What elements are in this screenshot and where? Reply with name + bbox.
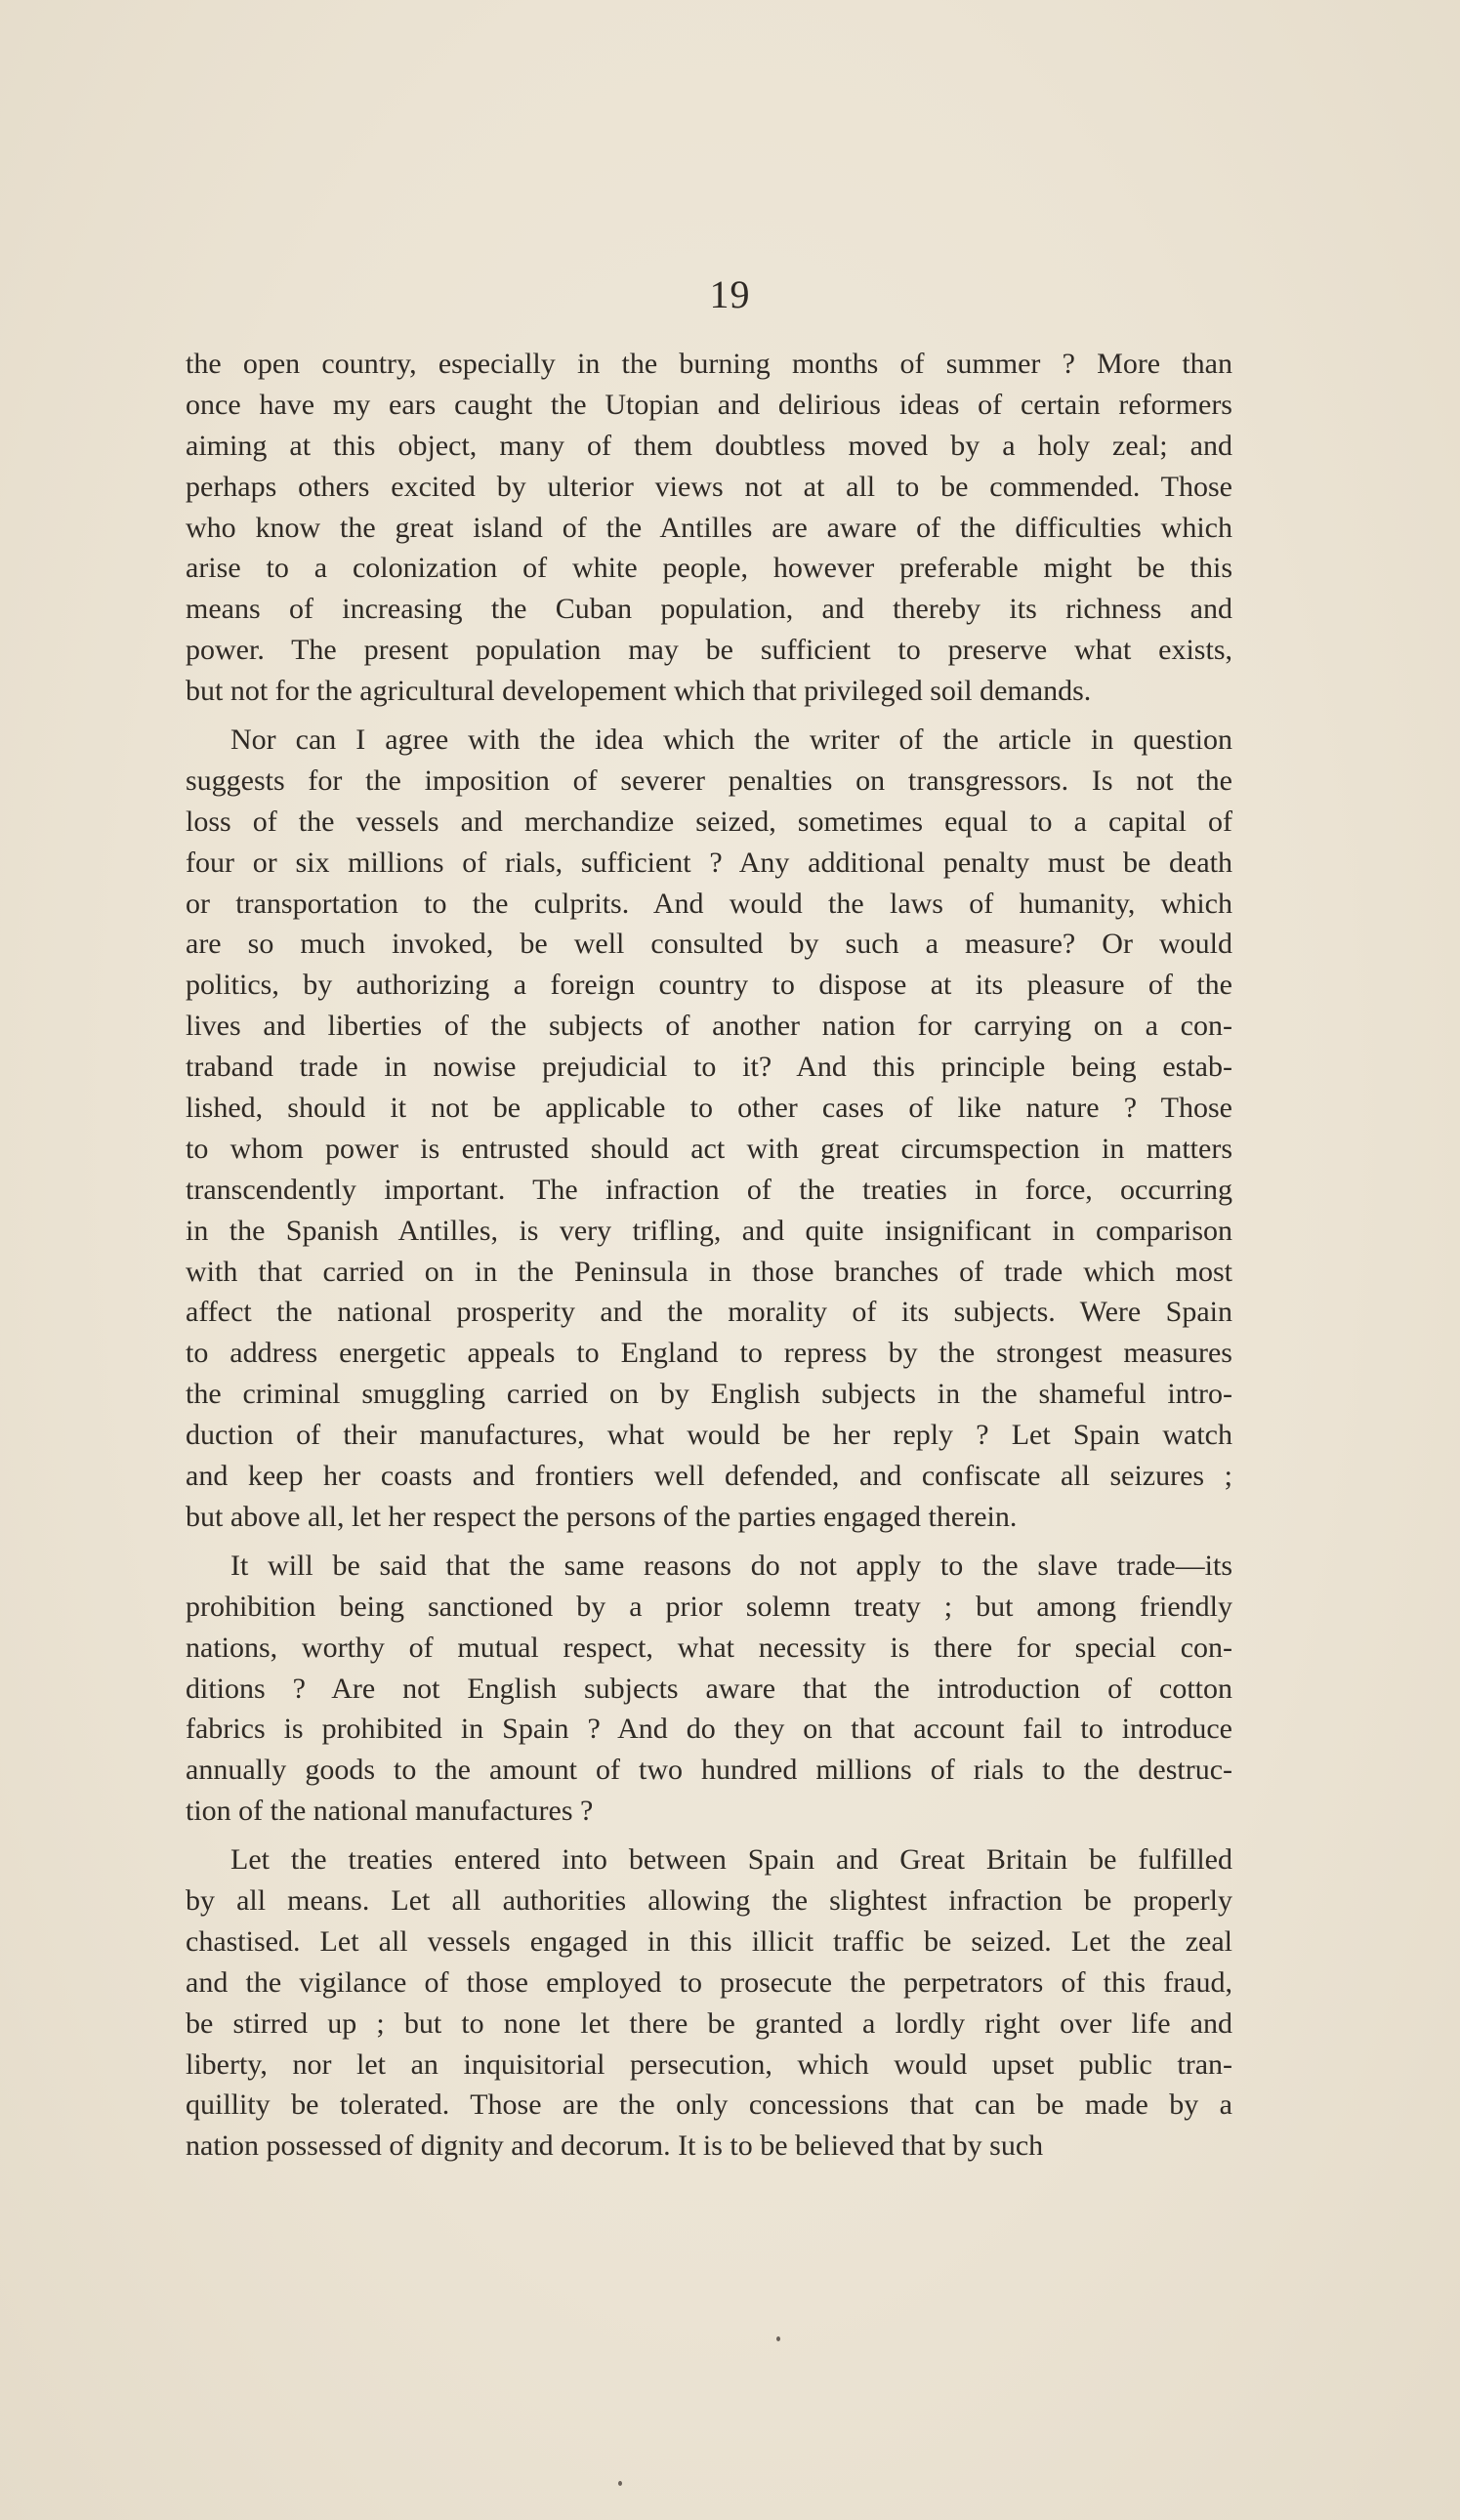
text-line: duction of their manufactures, what would be her reply ? Let Spain watch [186, 1419, 1232, 1452]
text-line: ditions ? Are not English subjects aware that the introduction of cotton [186, 1672, 1232, 1705]
paper-speck [776, 2336, 780, 2341]
text-line: tion of the national manufactures ? [186, 1795, 594, 1828]
text-line: to address energetic appeals to England to repress by the strongest measures [186, 1337, 1232, 1370]
text-line: suggests for the imposition of severer penalties on transgressors. Is not the [186, 764, 1232, 797]
text-line: by all means. Let all authorities allowing the slightest infraction be properly [186, 1883, 1232, 1917]
paragraph [186, 344, 1232, 712]
text-line: once have my ears caught the Utopian and delirious ideas of certain reformers [186, 388, 1232, 421]
text-line: who know the great island of the Antilles are aware of the difficulties which [186, 511, 1232, 544]
text-line: be stirred up ; but to none let there be granted a lordly right over life and [186, 2006, 1232, 2040]
text-line: but above all, let her respect the persons of the parties engaged therein. [186, 1500, 1018, 1533]
text-line: power. The present population may be sufficient to preserve what exists, [186, 634, 1232, 667]
paragraph [186, 1839, 1232, 2167]
text-line: politics, by authorizing a foreign country to dispose at its pleasure of the [186, 969, 1232, 1002]
text-line: and the vigilance of those employed to prosecute the perpetrators of this fraud, [186, 1965, 1232, 1999]
text-line: lives and liberties of the subjects of another nation for carrying on a con- [186, 1010, 1232, 1043]
text-line: affect the national prosperity and the morality of its subjects. Were Spain [186, 1296, 1232, 1329]
text-line: and keep her coasts and frontiers well defended, and confiscate all seizures ; [186, 1460, 1232, 1493]
page-number: 19 [709, 272, 751, 316]
text-line: arise to a colonization of white people, however preferable might be this [186, 552, 1232, 585]
text-line: liberty, nor let an inquisitorial persecution, which would upset public tran- [186, 2047, 1232, 2081]
text-line: to whom power is entrusted should act with great circumspection in matters [186, 1132, 1232, 1165]
text-line: It will be said that the same reasons do not apply to the slave trade—its [230, 1549, 1232, 1582]
text-line: or transportation to the culprits. And would the laws of humanity, which [186, 887, 1232, 920]
text-line: quillity be tolerated. Those are the only concessions that can be made by a [186, 2088, 1232, 2122]
text-line: chastised. Let all vessels engaged in this illicit traffic be seized. Let the zeal [186, 1924, 1232, 1958]
text-line: prohibition being sanctioned by a prior solemn treaty ; but among friendly [186, 1590, 1232, 1623]
text-line: in the Spanish Antilles, is very trifling, and quite insignificant in comparison [186, 1214, 1232, 1247]
text-line: perhaps others excited by ulterior views not at all to be commended. Those [186, 470, 1232, 503]
text-line: loss of the vessels and merchandize seized, sometimes equal to a capital of [186, 805, 1232, 838]
body-text [186, 344, 1232, 2167]
text-line: the criminal smuggling carried on by English subjects in the shameful intro- [186, 1378, 1232, 1411]
paper-speck [618, 2481, 622, 2486]
text-line: the open country, especially in the burning months of summer ? More than [186, 348, 1232, 380]
text-line: are so much invoked, be well consulted by such a measure? Or would [186, 928, 1232, 961]
text-line: means of increasing the Cuban population, and thereby its richness and [186, 593, 1232, 626]
paragraph-gap [186, 1538, 1232, 1546]
text-line: aiming at this object, many of them doubtless moved by a holy zeal; and [186, 429, 1232, 462]
text-line: Let the treaties entered into between Spain and Great Britain be fulfilled [230, 1843, 1232, 1877]
text-line: fabrics is prohibited in Spain ? And do they on that account fail to introduce [186, 1713, 1232, 1746]
paragraph [186, 1546, 1232, 1832]
text-line: with that carried on in the Peninsula in those branches of trade which most [186, 1255, 1232, 1288]
text-line: nations, worthy of mutual respect, what necessity is there for special con- [186, 1631, 1232, 1664]
paragraph-gap [186, 712, 1232, 720]
text-line: lished, should it not be applicable to other cases of like nature ? Those [186, 1092, 1232, 1125]
text-line: Nor can I agree with the idea which the writer of the article in question [230, 723, 1232, 757]
text-line: transcendently important. The infraction of the treaties in force, occurring [186, 1173, 1232, 1206]
paragraph-gap [186, 1832, 1232, 1839]
text-line: but not for the agricultural developement which that privileged soil demands. [186, 675, 1092, 708]
text-line: four or six millions of rials, sufficient ? Any additional penalty must be death [186, 846, 1232, 879]
text-line: nation possessed of dignity and decorum. It is to be believed that by such [186, 2129, 1044, 2163]
text-line: annually goods to the amount of two hundred millions of rials to the destruc- [186, 1754, 1232, 1787]
paragraph [186, 720, 1232, 1538]
text-line: traband trade in nowise prejudicial to it? And this principle being estab- [186, 1051, 1232, 1084]
